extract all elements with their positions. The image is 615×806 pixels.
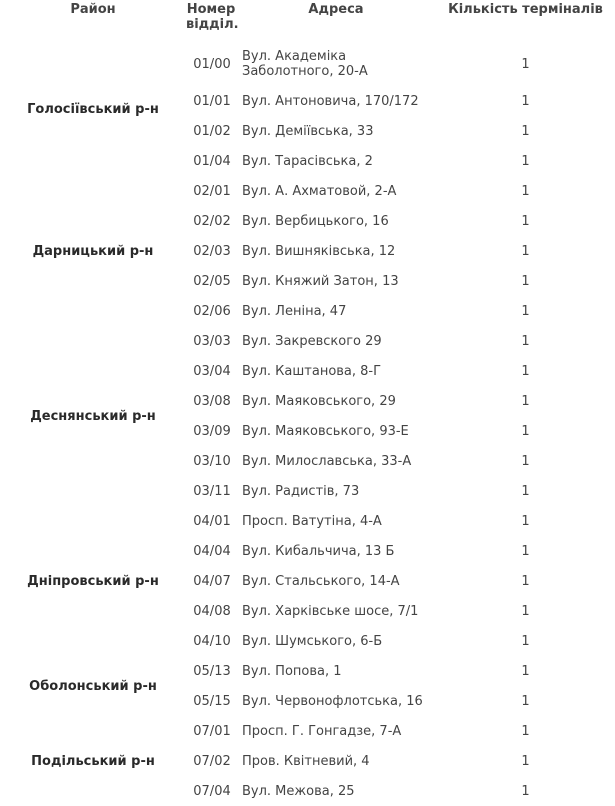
address-cell: Вул. Каштанова, 8-Г	[242, 363, 382, 379]
address-cell: Вул. Милославська, 33-А	[242, 453, 412, 469]
district-cell: Деснянський р-н	[30, 408, 156, 424]
address-cell: Вул. Маяковського, 93-Е	[242, 423, 409, 439]
terminal-count: 1	[521, 303, 530, 319]
table-row	[0, 656, 615, 686]
address-cell: Пров. Квітневий, 4	[242, 753, 370, 769]
branch-code: 01/04	[193, 153, 231, 169]
terminal-count: 1	[521, 783, 530, 799]
table-body	[0, 42, 615, 806]
branch-code: 03/08	[193, 393, 231, 409]
district-cell: Оболонський р-н	[29, 678, 157, 694]
terminal-count: 1	[521, 363, 530, 379]
terminal-count: 1	[521, 273, 530, 289]
branch-code: 04/04	[193, 543, 231, 559]
branch-code: 03/10	[193, 453, 231, 469]
branch-code: 03/09	[193, 423, 231, 439]
terminal-count: 1	[521, 213, 530, 229]
terminal-count: 1	[521, 693, 530, 709]
address-cell: Вул. Закревского 29	[242, 333, 382, 349]
terminal-count: 1	[521, 153, 530, 169]
terminal-count: 1	[521, 56, 530, 72]
table-row	[0, 42, 615, 86]
address-cell: Вул. Академіка Заболотного, 20-А	[242, 49, 368, 79]
table-row	[0, 176, 615, 206]
branch-code: 02/06	[193, 303, 231, 319]
branch-code: 05/15	[193, 693, 231, 709]
terminal-count: 1	[521, 93, 530, 109]
terminal-count: 1	[521, 393, 530, 409]
terminal-count: 1	[521, 243, 530, 259]
address-cell: Вул. Княжий Затон, 13	[242, 273, 399, 289]
terminal-count: 1	[521, 663, 530, 679]
terminal-count: 1	[521, 483, 530, 499]
branch-code: 04/08	[193, 603, 231, 619]
branch-code: 02/03	[193, 243, 231, 259]
address-cell: Просп. Ватутіна, 4-А	[242, 513, 382, 529]
address-cell: Вул. Маяковського, 29	[242, 393, 396, 409]
header-address: Адреса	[308, 2, 364, 17]
address-cell: Вул. Червонофлотська, 16	[242, 693, 423, 709]
terminal-count: 1	[521, 753, 530, 769]
branch-code: 02/02	[193, 213, 231, 229]
district-cell: Голосіївський р-н	[27, 101, 159, 117]
branch-code: 07/04	[193, 783, 231, 799]
address-cell: Вул. Антоновича, 170/172	[242, 93, 419, 109]
branch-code: 03/11	[193, 483, 231, 499]
address-cell: Вул. Харківське шосе, 7/1	[242, 603, 419, 619]
terminal-count: 1	[521, 183, 530, 199]
branch-code: 04/10	[193, 633, 231, 649]
terminal-count: 1	[521, 543, 530, 559]
address-cell: Вул. Тарасівська, 2	[242, 153, 373, 169]
district-cell: Подільський р-н	[31, 753, 155, 769]
address-cell: Вул. Вербицького, 16	[242, 213, 389, 229]
table-row	[0, 716, 615, 746]
branch-code: 01/01	[193, 93, 231, 109]
address-cell: Вул. Шумського, 6-Б	[242, 633, 383, 649]
branch-code: 02/01	[193, 183, 231, 199]
branch-code: 04/07	[193, 573, 231, 589]
terminal-count: 1	[521, 453, 530, 469]
terminal-count: 1	[521, 723, 530, 739]
address-cell: Вул. Межова, 25	[242, 783, 355, 799]
address-cell: Вул. Стальського, 14-А	[242, 573, 400, 589]
terminal-count: 1	[521, 123, 530, 139]
district-cell: Дарницький р-н	[32, 243, 154, 259]
branch-code: 03/04	[193, 363, 231, 379]
header-terminal-count: Кількість терміналів	[448, 2, 603, 17]
branch-code: 04/01	[193, 513, 231, 529]
district-cell: Дніпровський р-н	[27, 573, 159, 589]
branch-code: 01/00	[193, 56, 231, 72]
table-row	[0, 326, 615, 356]
terminal-count: 1	[521, 333, 530, 349]
branch-code: 03/03	[193, 333, 231, 349]
terminal-count: 1	[521, 603, 530, 619]
table-row	[0, 506, 615, 536]
terminal-count: 1	[521, 573, 530, 589]
table-header-row	[0, 0, 615, 42]
branch-code: 05/13	[193, 663, 231, 679]
branch-code: 07/02	[193, 753, 231, 769]
branch-code: 07/01	[193, 723, 231, 739]
header-district: Район	[70, 2, 116, 17]
branch-code: 01/02	[193, 123, 231, 139]
address-cell: Вул. Деміївська, 33	[242, 123, 374, 139]
header-branch-number: Номер відділ.	[186, 2, 239, 32]
terminal-count: 1	[521, 633, 530, 649]
address-cell: Вул. А. Ахматовой, 2-А	[242, 183, 397, 199]
terminal-count: 1	[521, 513, 530, 529]
address-cell: Вул. Леніна, 47	[242, 303, 347, 319]
terminal-count: 1	[521, 423, 530, 439]
address-cell: Просп. Г. Гонгадзе, 7-А	[242, 723, 402, 739]
branch-code: 02/05	[193, 273, 231, 289]
address-cell: Вул. Радистів, 73	[242, 483, 360, 499]
address-cell: Вул. Кибальчича, 13 Б	[242, 543, 395, 559]
address-cell: Вул. Вишняківська, 12	[242, 243, 396, 259]
address-cell: Вул. Попова, 1	[242, 663, 342, 679]
